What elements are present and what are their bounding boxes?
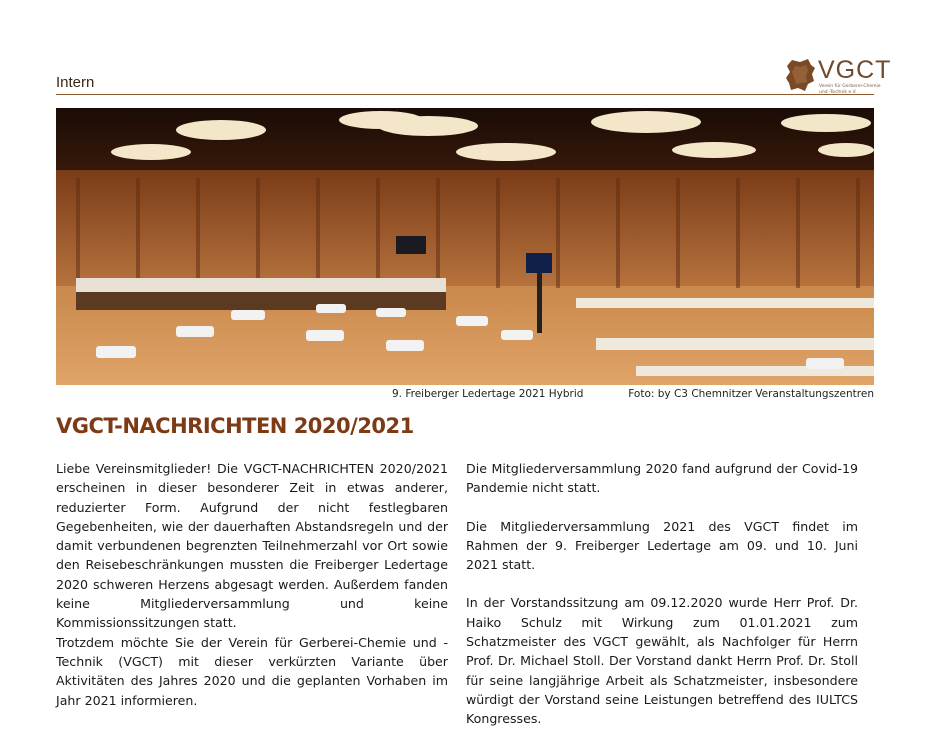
paragraph: Die Mitgliederversammlung 2021 des VGCT findet im Rahmen der 9. Freiberger Ledertage am 09. und 10. Juni 2021 statt. bbox=[466, 518, 858, 573]
paragraph: Liebe Vereinsmitglieder! Die VGCT-NACHRICHTEN 2020/2021 erscheinen in dieser besonderer Zeit in etwas anderer, reduzierter Form. Aufgrund der nicht festlegbaren Gegebenheiten, wie der dauerhaften Abstandsregeln und der damit verbundenen begrenzten Teilnehmerzahl vor Ort sowie den Reisebeschränkungen mussten die Freiberger Ledertage 2020 schweren Herzens abgesagt werden. Außerdem fanden keine Mitgliederversammlung und keine Kommissionssitzungen statt. bbox=[56, 461, 448, 631]
hide-icon bbox=[786, 58, 816, 92]
article-column-left bbox=[56, 459, 448, 710]
paragraph: Die Mitgliederversammlung 2020 fand aufgrund der Covid-19 Pandemie nicht statt. bbox=[466, 461, 858, 496]
article-title: VGCT-NACHRICHTEN 2020/2021 bbox=[56, 414, 414, 438]
article-column-right bbox=[466, 459, 858, 729]
paragraph: In der Vorstandssitzung am 09.12.2020 wurde Herr Prof. Dr. Haiko Schulz mit Wirkung zum 01.01.2021 zum Schatzmeister des VGCT gewählt, als Nachfolger für Herrn Prof. Dr. Michael Stoll. Der Vorstand dankt Herrn Prof. Dr. Stoll für seine langjährige Arbeit als Schatzmeister, insbesondere würdigt der Vorstand seine Leistungen betreffend des IULTCS Kongresses. bbox=[466, 595, 858, 727]
logo-wordmark: VGCT bbox=[818, 56, 892, 84]
conference-hall-image bbox=[56, 108, 874, 385]
photo-credit: Foto: by C3 Chemnitzer Veranstaltungszentren bbox=[628, 388, 874, 400]
hall-photo bbox=[56, 108, 874, 385]
photo-caption: 9. Freiberger Ledertage 2021 Hybrid bbox=[392, 388, 584, 400]
vgct-logo bbox=[786, 56, 892, 96]
paragraph: Trotzdem möchte Sie der Verein für Gerberei-Chemie und -Technik (VGCT) mit dieser verkürzten Variante über Aktivitäten des Jahres 2020 und die geplanten Vorhaben im Jahr 2021 informieren. bbox=[56, 634, 448, 708]
header-divider bbox=[56, 94, 874, 95]
section-label: Intern bbox=[56, 74, 95, 91]
logo-subtext: Verein für Gerberei-Chemie und -Technik e.V. bbox=[819, 84, 881, 95]
